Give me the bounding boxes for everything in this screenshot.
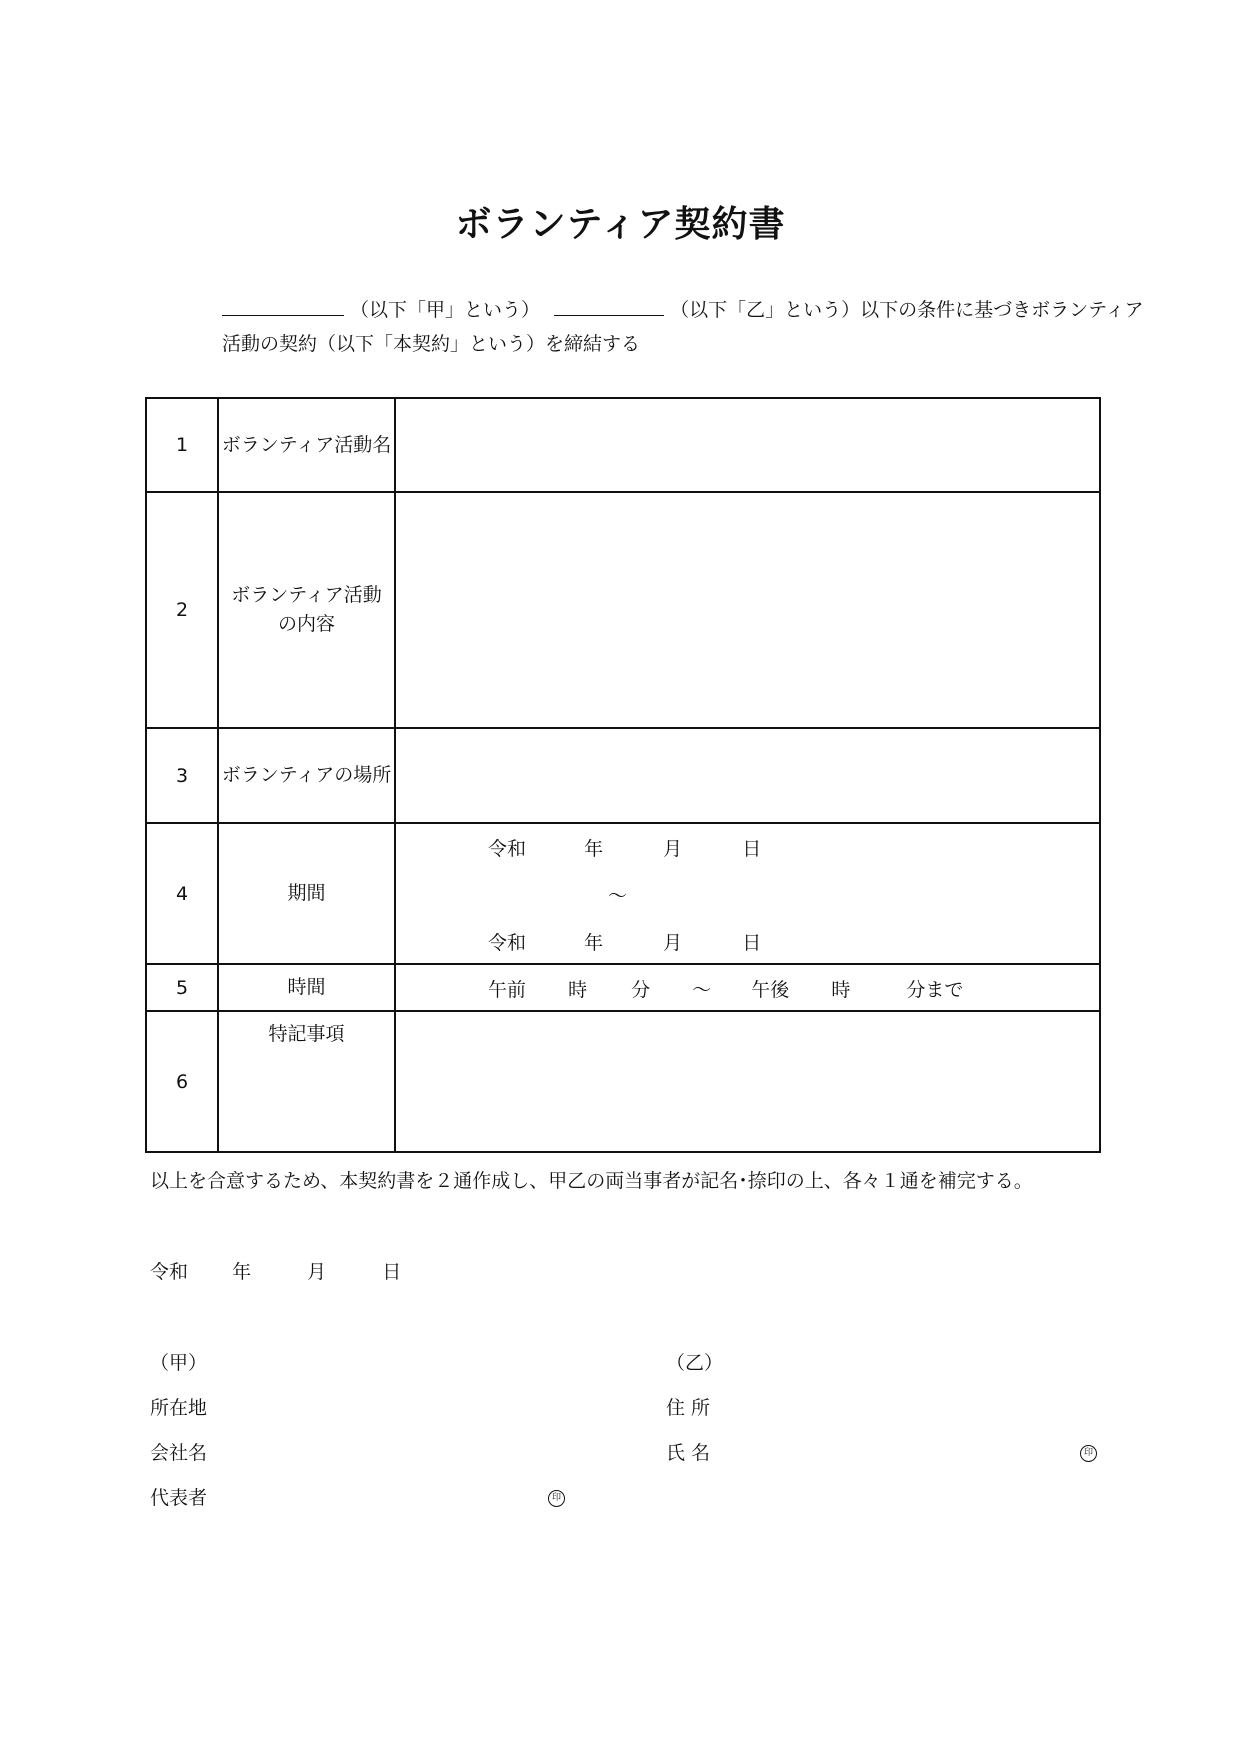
period-start bbox=[488, 834, 761, 861]
era-label: 令和 bbox=[488, 838, 527, 860]
time-field[interactable] bbox=[395, 964, 1100, 1011]
hour-label: 時 bbox=[568, 979, 588, 1001]
intro-line-2: 活動の契約（以下「本契約」という）を締結する bbox=[222, 333, 641, 355]
row-label-special-notes: 特記事項 bbox=[218, 1011, 395, 1152]
party-b-name-label: 氏 名 bbox=[666, 1442, 711, 1464]
contract-date bbox=[150, 1257, 401, 1284]
party-a-seal-icon: 印 bbox=[548, 1490, 565, 1507]
label-line: の内容 bbox=[277, 613, 335, 635]
day-label: 日 bbox=[382, 1261, 402, 1283]
row-number: 6 bbox=[146, 1011, 218, 1152]
row-number: 4 bbox=[146, 823, 218, 964]
party-a-company-label: 会社名 bbox=[150, 1442, 208, 1464]
period-end bbox=[488, 928, 761, 955]
row-number: 5 bbox=[146, 964, 218, 1011]
party-b-address-label: 住 所 bbox=[666, 1397, 711, 1419]
month-label: 月 bbox=[307, 1261, 327, 1283]
party-a-reference: （以下「甲」という） bbox=[350, 299, 541, 321]
agreement-statement: 以上を合意するため、本契約書を２通作成し、甲乙の両当事者が記名･捺印の上、各々１通を補完する。 bbox=[150, 1170, 1033, 1192]
row-label-activity-content bbox=[218, 492, 395, 728]
time-range bbox=[488, 975, 963, 1002]
activity-content-field[interactable] bbox=[395, 492, 1100, 728]
party-a-address-label: 所在地 bbox=[150, 1397, 208, 1419]
year-label: 年 bbox=[232, 1261, 252, 1283]
day-label: 日 bbox=[742, 838, 762, 860]
until-label: 分まで bbox=[906, 979, 964, 1001]
activity-name-field[interactable] bbox=[395, 398, 1100, 492]
era-label: 令和 bbox=[488, 932, 527, 954]
row-label-time: 時間 bbox=[218, 964, 395, 1011]
party-b-heading: （乙） bbox=[666, 1352, 724, 1374]
location-field[interactable] bbox=[395, 728, 1100, 823]
month-label: 月 bbox=[663, 932, 683, 954]
year-label: 年 bbox=[584, 838, 604, 860]
table-row bbox=[146, 823, 1100, 964]
row-label-location: ボランティアの場所 bbox=[218, 728, 395, 823]
tilde-label: ～ bbox=[692, 979, 712, 1001]
row-label-period: 期間 bbox=[218, 823, 395, 964]
party-a-representative-label: 代表者 bbox=[150, 1487, 208, 1509]
special-notes-field[interactable] bbox=[395, 1011, 1100, 1152]
party-b-blank[interactable] bbox=[554, 293, 664, 316]
minute-label: 分 bbox=[631, 979, 651, 1001]
table-row bbox=[146, 398, 1100, 492]
intro-line-1 bbox=[222, 293, 1144, 327]
period-tilde: ～ bbox=[608, 885, 628, 907]
day-label: 日 bbox=[742, 932, 762, 954]
party-b-seal-icon: 印 bbox=[1080, 1445, 1097, 1462]
row-number: 2 bbox=[146, 492, 218, 728]
table-row bbox=[146, 964, 1100, 1011]
hour-label: 時 bbox=[831, 979, 851, 1001]
party-a-blank[interactable] bbox=[222, 293, 344, 316]
year-label: 年 bbox=[584, 932, 604, 954]
document-title: ボランティア契約書 bbox=[455, 204, 786, 245]
table-row bbox=[146, 728, 1100, 823]
period-field[interactable] bbox=[395, 823, 1100, 964]
row-number: 1 bbox=[146, 398, 218, 492]
table-row bbox=[146, 492, 1100, 728]
label-line: ボランティア活動 bbox=[231, 584, 382, 606]
party-b-reference: （以下「乙」という）以下の条件に基づきボランティア bbox=[670, 299, 1144, 321]
row-label-activity-name: ボランティア活動名 bbox=[218, 398, 395, 492]
era-label: 令和 bbox=[150, 1261, 189, 1283]
table-row bbox=[146, 1011, 1100, 1152]
am-label: 午前 bbox=[488, 979, 527, 1001]
month-label: 月 bbox=[663, 838, 683, 860]
contract-terms-table bbox=[145, 397, 1101, 1153]
party-a-heading: （甲） bbox=[150, 1352, 208, 1374]
pm-label: 午後 bbox=[751, 979, 790, 1001]
row-number: 3 bbox=[146, 728, 218, 823]
